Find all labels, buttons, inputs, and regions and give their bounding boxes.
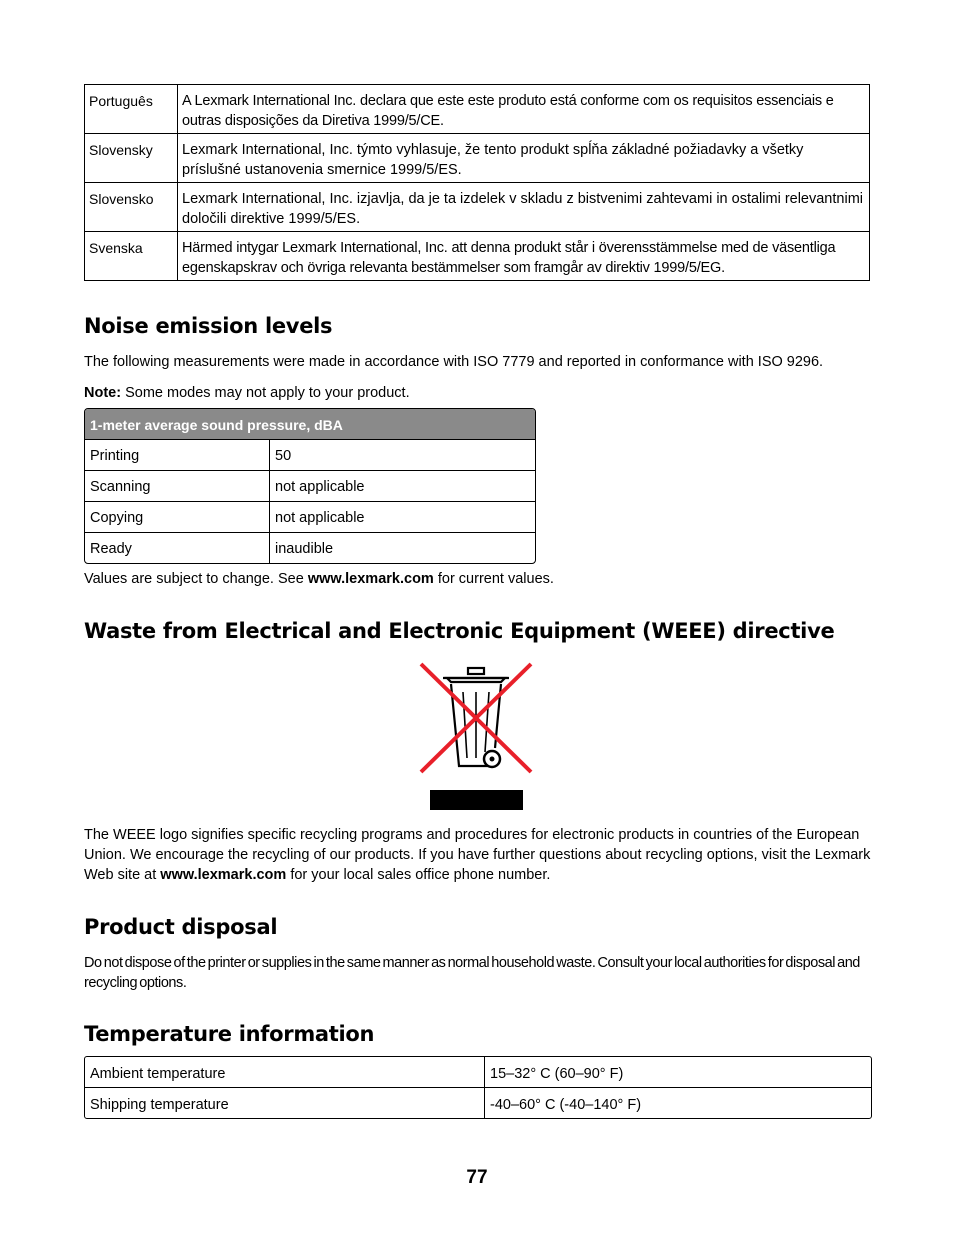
table-row [85,439,535,470]
declaration-text: Lexmark International, Inc. izjavlja, da je ta izdelek v skladu z bistvenimi zahtevami in ostalimi relevantnimi določili direktive 1999/5/ES. [178,183,870,232]
lexmark-link[interactable]: www.lexmark.com [307,571,434,587]
temperature-label: Ambient temperature [85,1057,485,1087]
mode-cell: Scanning [85,471,270,501]
weee-text: The WEEE logo signifies specific recycling programs and procedures for electronic products in countries of the European Union. We encourage the recycling of our products. If you have further questions about recycling options, visit the Lexmark Web site at [84,827,871,883]
footer-text: Values are subject to change. See [84,571,308,587]
note-label: Note: [84,385,122,401]
table-row [85,501,535,532]
declaration-text: Härmed intygar Lexmark International, Inc. att denna produkt står i överensstämmelse med de väsentliga egenskapskrav och övriga relevanta bestämmelser som framgår av direktiv 1999/5/EG. [178,232,870,281]
mode-cell: Copying [85,502,270,532]
temperature-heading: Temperature information [84,1022,375,1046]
disposal-text: Do not dispose of the printer or supplies in the same manner as normal household waste. Consult your local authorities for disposal and recycling options. [84,955,860,991]
mode-cell: Ready [85,533,270,563]
footer-text: for current values. [433,571,554,587]
weee-heading: Waste from Electrical and Electronic Equipment (WEEE) directive [84,619,835,643]
table-row [85,183,870,232]
noise-heading: Noise emission levels [84,314,333,338]
declaration-table [84,84,870,281]
value-cell: not applicable [275,510,365,526]
weee-text: for your local sales office phone number. [286,867,551,883]
table-header: 1-meter average sound pressure, dBA [85,409,535,439]
temperature-label: Shipping temperature [85,1088,485,1118]
table-row [85,232,870,281]
disposal-heading: Product disposal [84,915,278,939]
noise-note [84,383,874,403]
language-cell: Slovensko [85,183,178,232]
note-text: Some modes may not apply to your product. [121,385,410,401]
table-row [85,532,535,563]
noise-footer [84,569,874,589]
language-cell: Português [85,85,178,134]
mode-cell: Printing [85,440,270,470]
value-cell: inaudible [275,541,334,557]
noise-intro: The following measurements were made in accordance with ISO 7779 and reported in conformance with ISO 9296. [84,354,824,370]
declaration-text: Lexmark International, Inc. týmto vyhlasuje, že tento produkt spĺňa základné požiadavky a všetky príslušné ustanovenia smernice 1999/5/ES. [178,134,870,183]
table-row [85,1087,871,1118]
lexmark-link[interactable]: www.lexmark.com [160,867,287,883]
weee-paragraph [84,825,874,885]
table-row [85,85,870,134]
temperature-value: -40–60° C (-40–140° F) [490,1097,642,1113]
page-number: 77 [466,1167,488,1188]
table-row [85,134,870,183]
weee-crossed-bin-icon [419,662,533,810]
declaration-text: A Lexmark International Inc. declara que este este produto está conforme com os requisitos essenciais e outras disposições da Diretiva 1999/5/CE. [178,85,870,134]
table-row [85,470,535,501]
sound-pressure-table [84,408,536,564]
language-cell: Svenska [85,232,178,281]
temperature-table [84,1056,872,1119]
value-cell: 50 [275,448,292,464]
table-row [85,1057,871,1087]
language-cell: Slovensky [85,134,178,183]
value-cell: not applicable [275,479,365,495]
temperature-value: 15–32° C (60–90° F) [490,1066,624,1082]
